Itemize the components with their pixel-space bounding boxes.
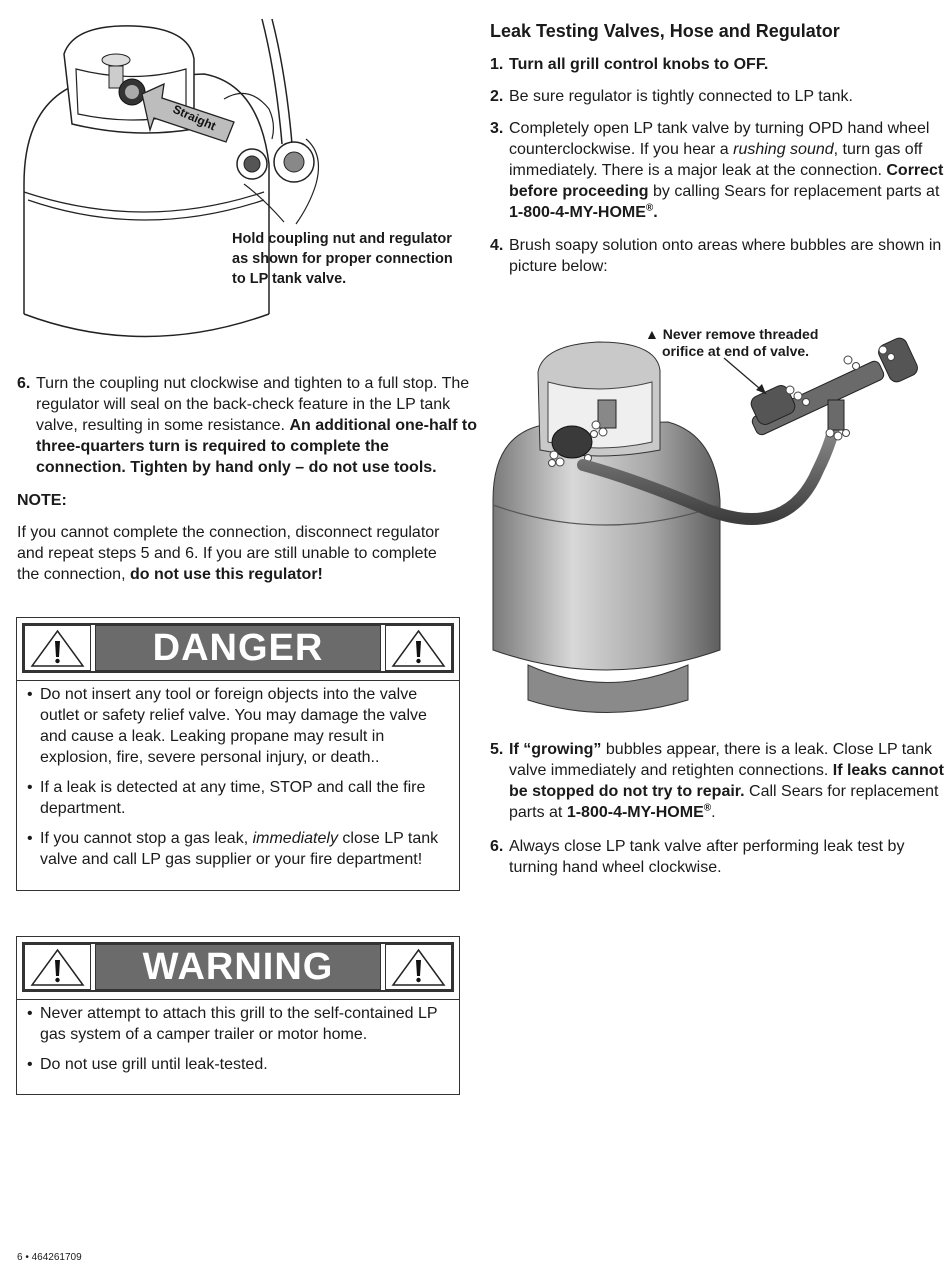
leak-step-1-text: Turn all grill control knobs to OFF. [509,56,769,73]
warning-triangle-icon [29,628,86,668]
registered-mark: ® [645,202,654,214]
leak-step-2-text: Be sure regulator is tightly connected to LP tank. [509,88,853,105]
leak-step-2-number: 2. [490,88,504,105]
danger-item [27,828,447,870]
leak-step-3 [490,118,949,223]
leak-step-2 [490,86,949,107]
danger-list [27,684,447,879]
warning-callout [16,936,460,1095]
warning-triangle-icon [29,947,86,987]
warning-header [22,942,454,992]
leak-step-3-text-a: Completely open LP tank valve by turning OPD hand wheel counterclockwise. If you hear a [509,120,930,158]
note-bold: do not use this regulator! [129,566,323,583]
straight-arrow-label: Straight [170,101,218,134]
danger-callout [16,617,460,891]
leak-step-3-text-b: , turn gas off immediately. There is a major leak at the connection. [509,141,923,179]
danger-header [22,623,454,673]
leak-step-5-bold-1: If “growing” [509,741,602,758]
regulator-connection-illustration [14,14,464,346]
leak-step-5-number: 5. [490,741,504,758]
leak-test-illustration [488,330,938,720]
step-6-bold-text: An additional one-half to three-quarters turn is required to complete the connection. Tighten by hand only – do not use tools. [36,417,477,476]
danger-item3-pre: If you cannot stop a gas leak, [40,830,249,847]
leak-step-4 [490,235,949,277]
note-label: NOTE: [17,492,67,509]
step-6-number: 6. [17,375,31,392]
warning-left-icon-cell [24,944,91,990]
danger-left-icon-cell [24,625,91,671]
leak-step-3-phone: 1-800-4-MY-HOME®. [509,202,658,221]
figure-note-line-1: ▲ Never remove threaded [645,326,819,342]
danger-right-icon-cell [385,625,452,671]
leak-step-3-emphasis: rushing sound [733,141,834,158]
warning-title: WARNING [95,944,381,990]
registered-mark: ® [703,802,712,814]
warning-item: • Do not use grill until leak-tested. [27,1054,447,1075]
leak-step-1-number: 1. [490,56,504,73]
leak-step-3-bold: Correct before proceeding [509,162,944,200]
warning-triangle-icon [390,947,447,987]
leak-step-5-phone: 1-800-4-MY-HOME® [566,802,712,821]
leak-step-6-number: 6. [490,838,504,855]
leak-step-4-text: Brush soapy solution onto areas where bubbles are shown in picture below: [509,237,942,275]
warning-triangle-icon [390,628,447,668]
leak-step-3-number: 3. [490,120,504,137]
warning-right-icon-cell [385,944,452,990]
danger-item3-emphasis: immediately [252,830,338,847]
figure-note-line-2: orifice at end of valve. [662,343,810,359]
leak-step-1 [490,54,949,75]
section-heading: Leak Testing Valves, Hose and Regulator [490,21,840,41]
leak-step-5-text-b: Call Sears for replacement parts at [509,783,939,821]
leak-step-6 [490,836,949,878]
left-figure-caption: Hold coupling nut and regulator as shown for proper connection to LP tank valve. [232,231,453,287]
warning-list [27,1003,447,1084]
leak-step-6-text: Always close LP tank valve after performing leak test by turning hand wheel clockwise. [509,838,905,876]
step-6 [17,373,478,478]
danger-item: • If a leak is detected at any time, STOP and call the fire department. [27,777,447,819]
page-footer: 6 • 464261709 [17,1252,82,1263]
danger-item3-post: close LP tank valve and call LP gas supplier or your fire department! [40,830,439,868]
danger-title: DANGER [95,625,381,671]
note-text [17,522,462,585]
danger-item: • Do not insert any tool or foreign objects into the valve outlet or safety relief valve. You may damage the valve and cause a leak. Leaking propane may result in explosion, fire, severe personal injury, or death.. [27,684,447,768]
warning-item: • Never attempt to attach this grill to the self-contained LP gas system of a camper trailer or motor home. [27,1003,447,1045]
leak-step-5-bold-2: If leaks cannot be stopped do not try to repair. [509,762,944,800]
note-body: If you cannot complete the connection, disconnect regulator and repeat steps 5 and 6. If you are still unable to complete the connection, [17,524,440,583]
leak-step-5: 5. If “growing” bubbles appear, there is a leak. Close LP tank valve immediately and retighten connections. If leaks cannot be stopped do not try to repair. Call Sears for replacement parts at 1-800-4-MY-HOME®. [490,741,944,821]
leak-step-5-text-a: bubbles appear, there is a leak. Close LP tank valve immediately and retighten connections. [509,741,933,779]
leak-step-4-number: 4. [490,237,504,254]
leak-step-3-text-c: by calling Sears for replacement parts at [653,183,940,200]
step-6-text: Turn the coupling nut clockwise and tighten to a full stop. The regulator will seal on the back-check feature in the LP tank valve, resulting in some resistance. [36,375,470,434]
